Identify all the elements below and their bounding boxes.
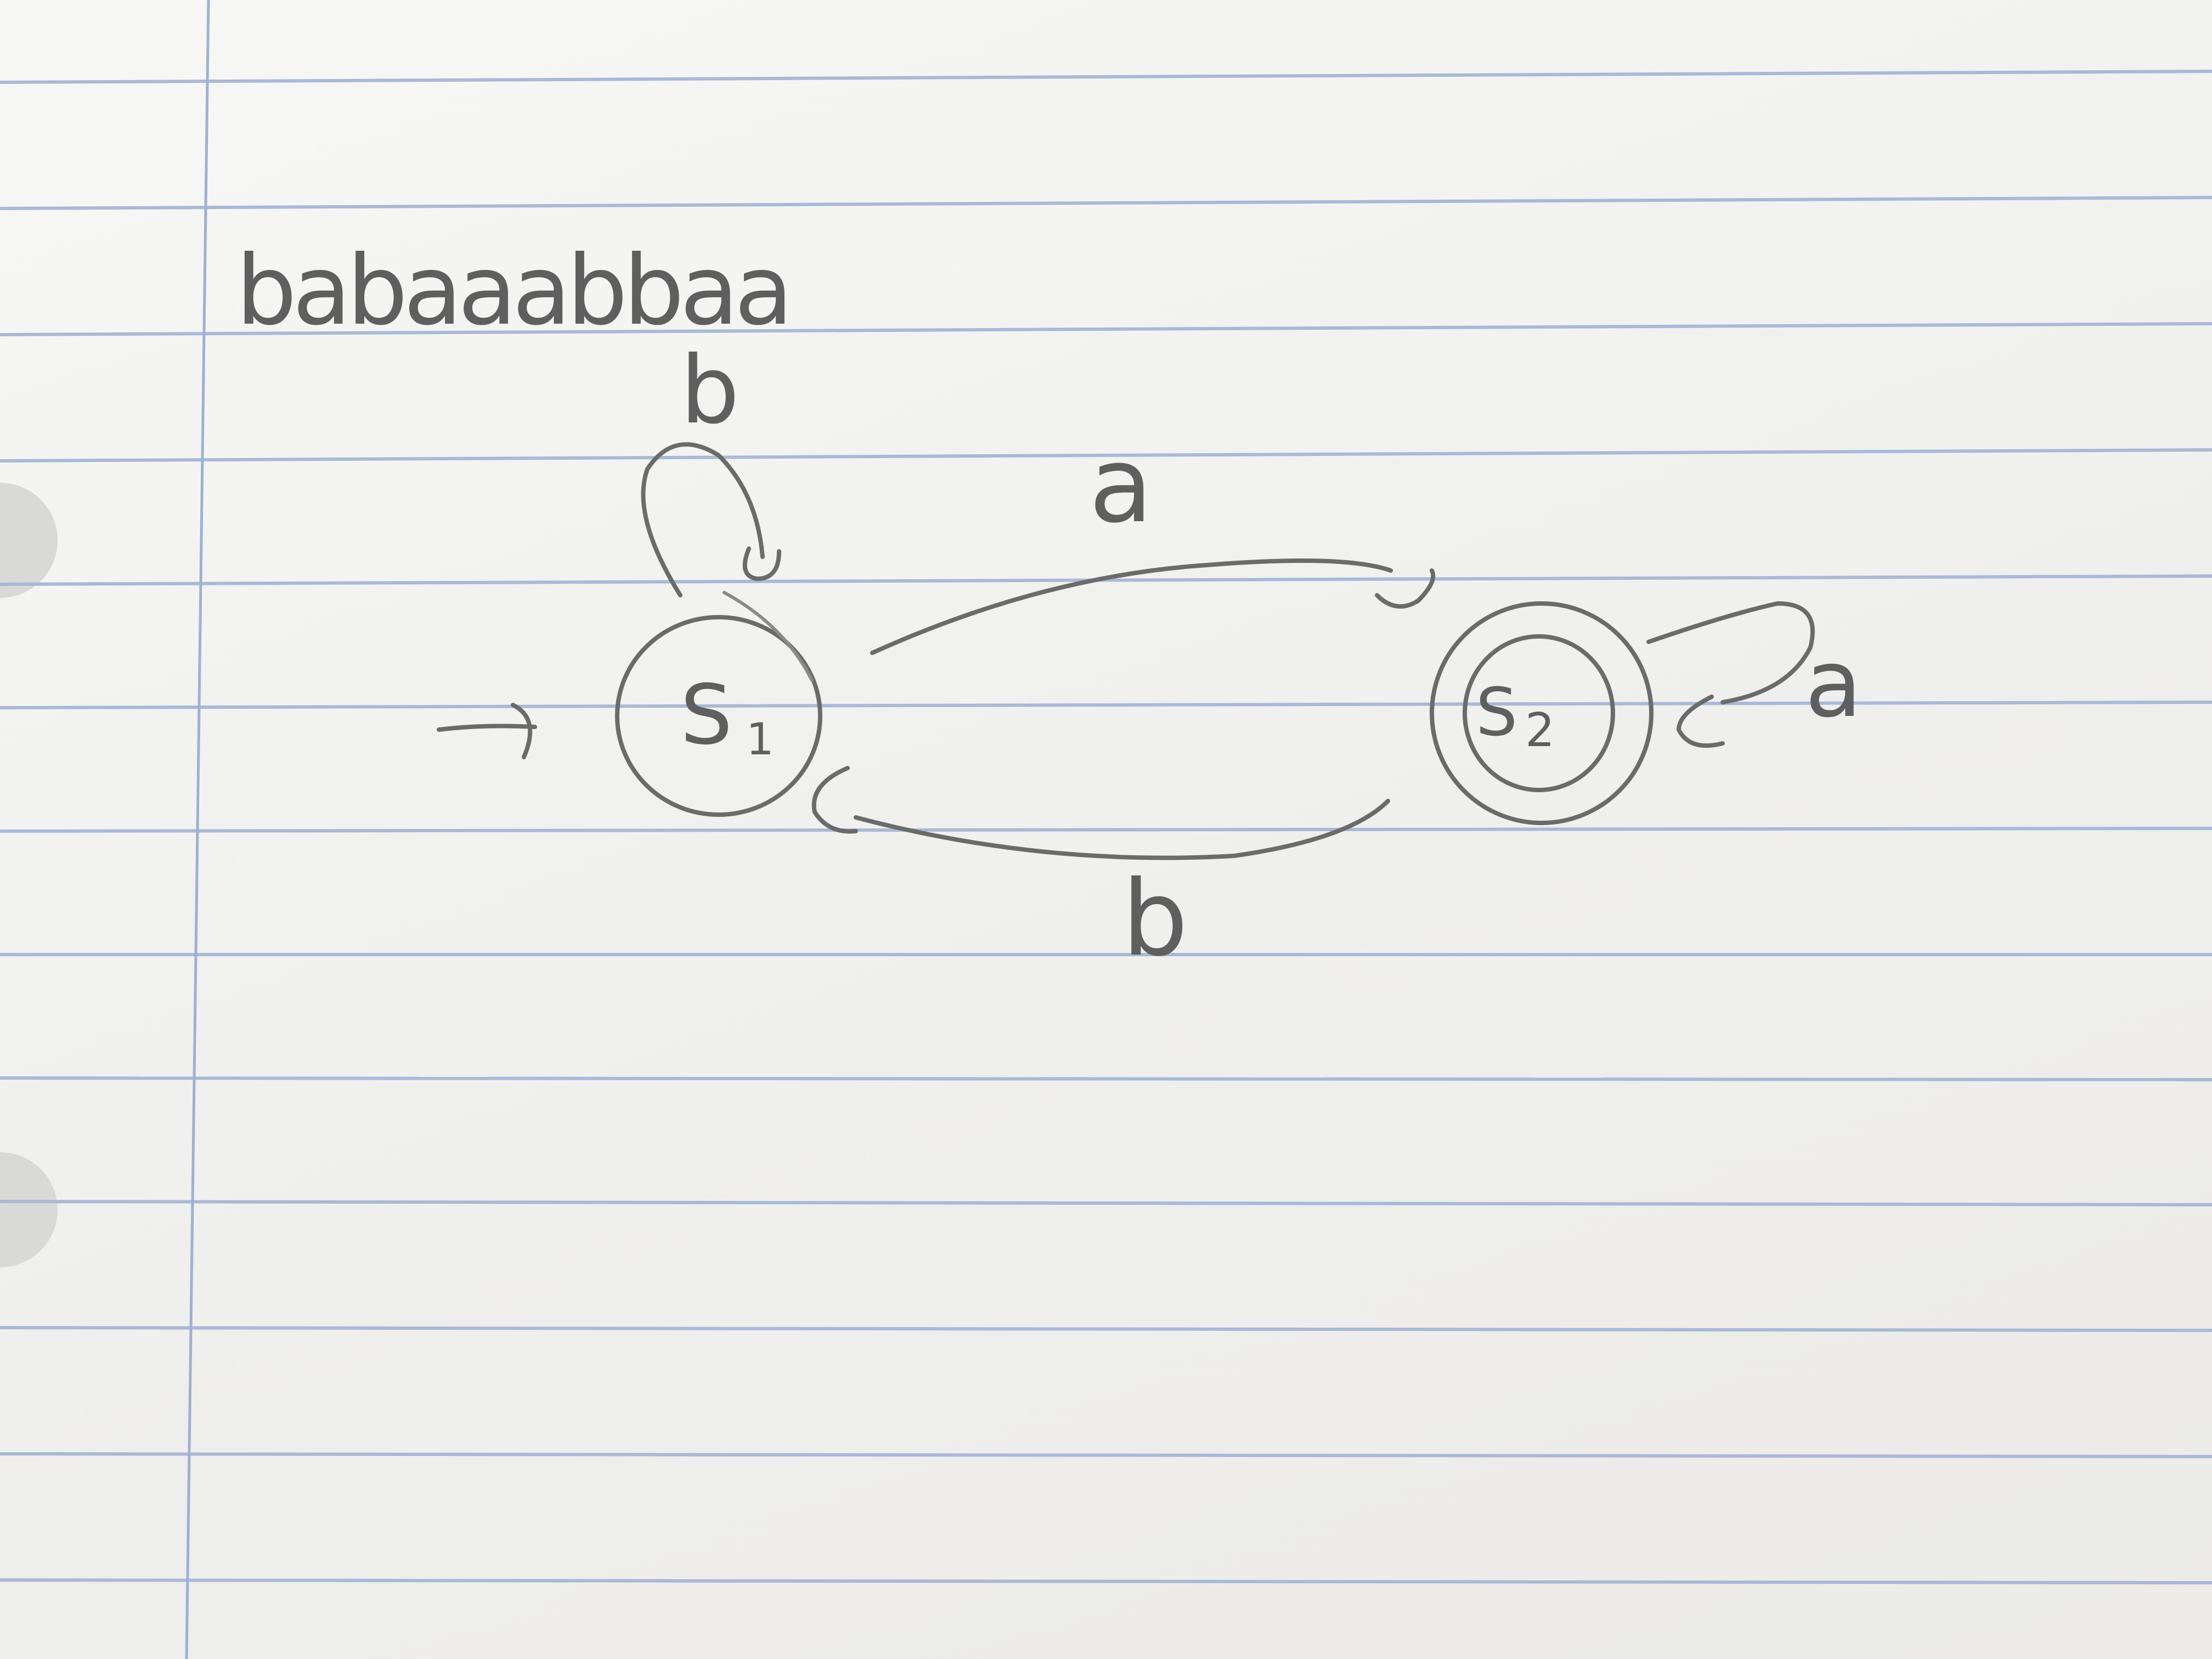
transition-s1-s2	[872, 425, 1433, 653]
transition-label-s2-s2: a	[1805, 630, 1863, 738]
transition-s2-s2	[1649, 603, 1862, 746]
state-s2-label: S	[1476, 675, 1518, 751]
transition-label-s1-s1: b	[680, 336, 740, 445]
transition-label-s1-s2: a	[1089, 425, 1153, 546]
state-s1-subscript: 1	[746, 714, 774, 765]
transition-label-s2-s1: b	[1122, 858, 1188, 979]
state-s2	[1432, 603, 1651, 823]
state-s1-label: S	[680, 668, 733, 763]
start-arrow	[439, 705, 535, 757]
transition-s2-s1	[814, 768, 1388, 979]
input-string: babaaabbaa	[236, 235, 789, 347]
state-s2-subscript: 2	[1525, 703, 1555, 758]
